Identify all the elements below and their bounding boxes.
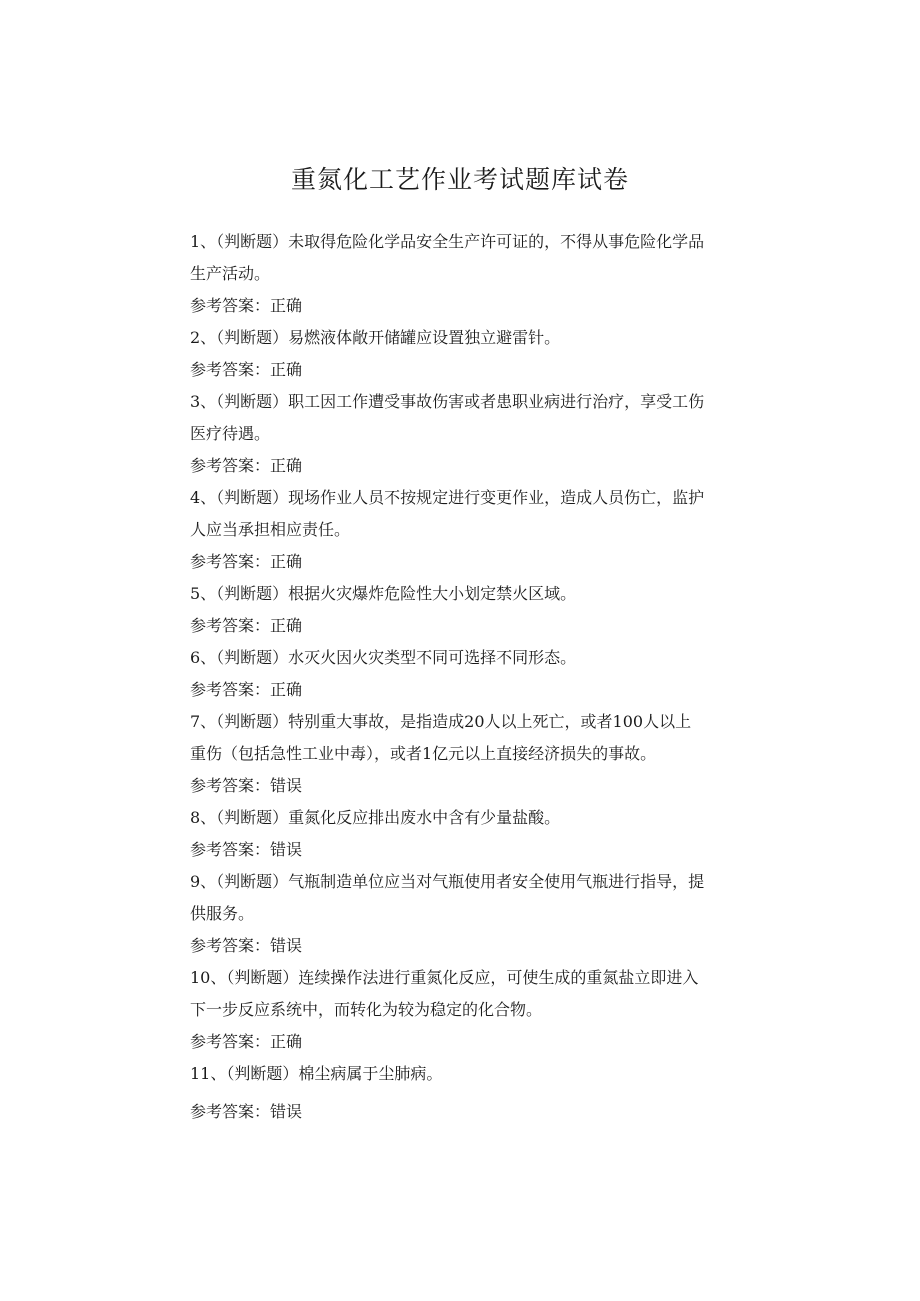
question-text: 9、（判断题）气瓶制造单位应当对气瓶使用者安全使用气瓶进行指导，提 bbox=[190, 872, 705, 891]
answer-text: 参考答案：错误 bbox=[190, 1102, 303, 1121]
question-7 bbox=[190, 706, 750, 802]
question-text: 生产活动。 bbox=[190, 264, 271, 283]
question-text: 11、（判断题）棉尘病属于尘肺病。 bbox=[190, 1064, 443, 1083]
question-8 bbox=[190, 802, 750, 866]
question-text: 4、（判断题）现场作业人员不按规定进行变更作业，造成人员伤亡，监护 bbox=[190, 488, 705, 507]
question-text: 医疗待遇。 bbox=[190, 424, 271, 443]
question-4 bbox=[190, 482, 750, 578]
question-5 bbox=[190, 578, 750, 642]
document-title: 重氮化工艺作业考试题库试卷 bbox=[290, 165, 629, 194]
question-text: 下一步反应系统中，而转化为较为稳定的化合物。 bbox=[190, 1000, 543, 1019]
question-text: 6、（判断题）水灭火因火灾类型不同可选择不同形态。 bbox=[190, 648, 577, 667]
question-text: 5、（判断题）根据火灾爆炸危险性大小划定禁火区域。 bbox=[190, 584, 577, 603]
answer-text: 参考答案：错误 bbox=[190, 936, 303, 955]
question-text: 10、（判断题）连续操作法进行重氮化反应，可使生成的重氮盐立即进入 bbox=[190, 968, 699, 987]
question-3 bbox=[190, 386, 750, 482]
answer-text: 参考答案：正确 bbox=[190, 296, 303, 315]
question-6 bbox=[190, 642, 750, 706]
answer-text: 参考答案：正确 bbox=[190, 680, 303, 699]
question-9 bbox=[190, 866, 750, 962]
question-1 bbox=[190, 226, 750, 322]
question-text: 1、（判断题）未取得危险化学品安全生产许可证的，不得从事危险化学品 bbox=[190, 232, 705, 251]
answer-text: 参考答案：正确 bbox=[190, 456, 303, 475]
answer-text: 参考答案：错误 bbox=[190, 776, 303, 795]
question-text: 3、（判断题）职工因工作遭受事故伤害或者患职业病进行治疗，享受工伤 bbox=[190, 392, 705, 411]
question-text: 7、（判断题）特别重大事故，是指造成20人以上死亡，或者100人以上 bbox=[190, 712, 692, 731]
answer-text: 参考答案：正确 bbox=[190, 552, 303, 571]
answer-text: 参考答案：正确 bbox=[190, 1032, 303, 1051]
question-text: 2、（判断题）易燃液体敞开储罐应设置独立避雷针。 bbox=[190, 328, 561, 347]
question-text: 8、（判断题）重氮化反应排出废水中含有少量盐酸。 bbox=[190, 808, 561, 827]
question-text: 供服务。 bbox=[190, 904, 255, 923]
answer-text: 参考答案：正确 bbox=[190, 360, 303, 379]
question-list bbox=[190, 226, 750, 1128]
question-text: 人应当承担相应责任。 bbox=[190, 520, 351, 539]
answer-text: 参考答案：错误 bbox=[190, 840, 303, 859]
question-text: 重伤（包括急性工业中毒），或者1亿元以上直接经济损失的事故。 bbox=[190, 744, 657, 763]
question-2 bbox=[190, 322, 750, 386]
answer-text: 参考答案：正确 bbox=[190, 616, 303, 635]
question-10 bbox=[190, 962, 750, 1058]
question-11 bbox=[190, 1058, 750, 1128]
